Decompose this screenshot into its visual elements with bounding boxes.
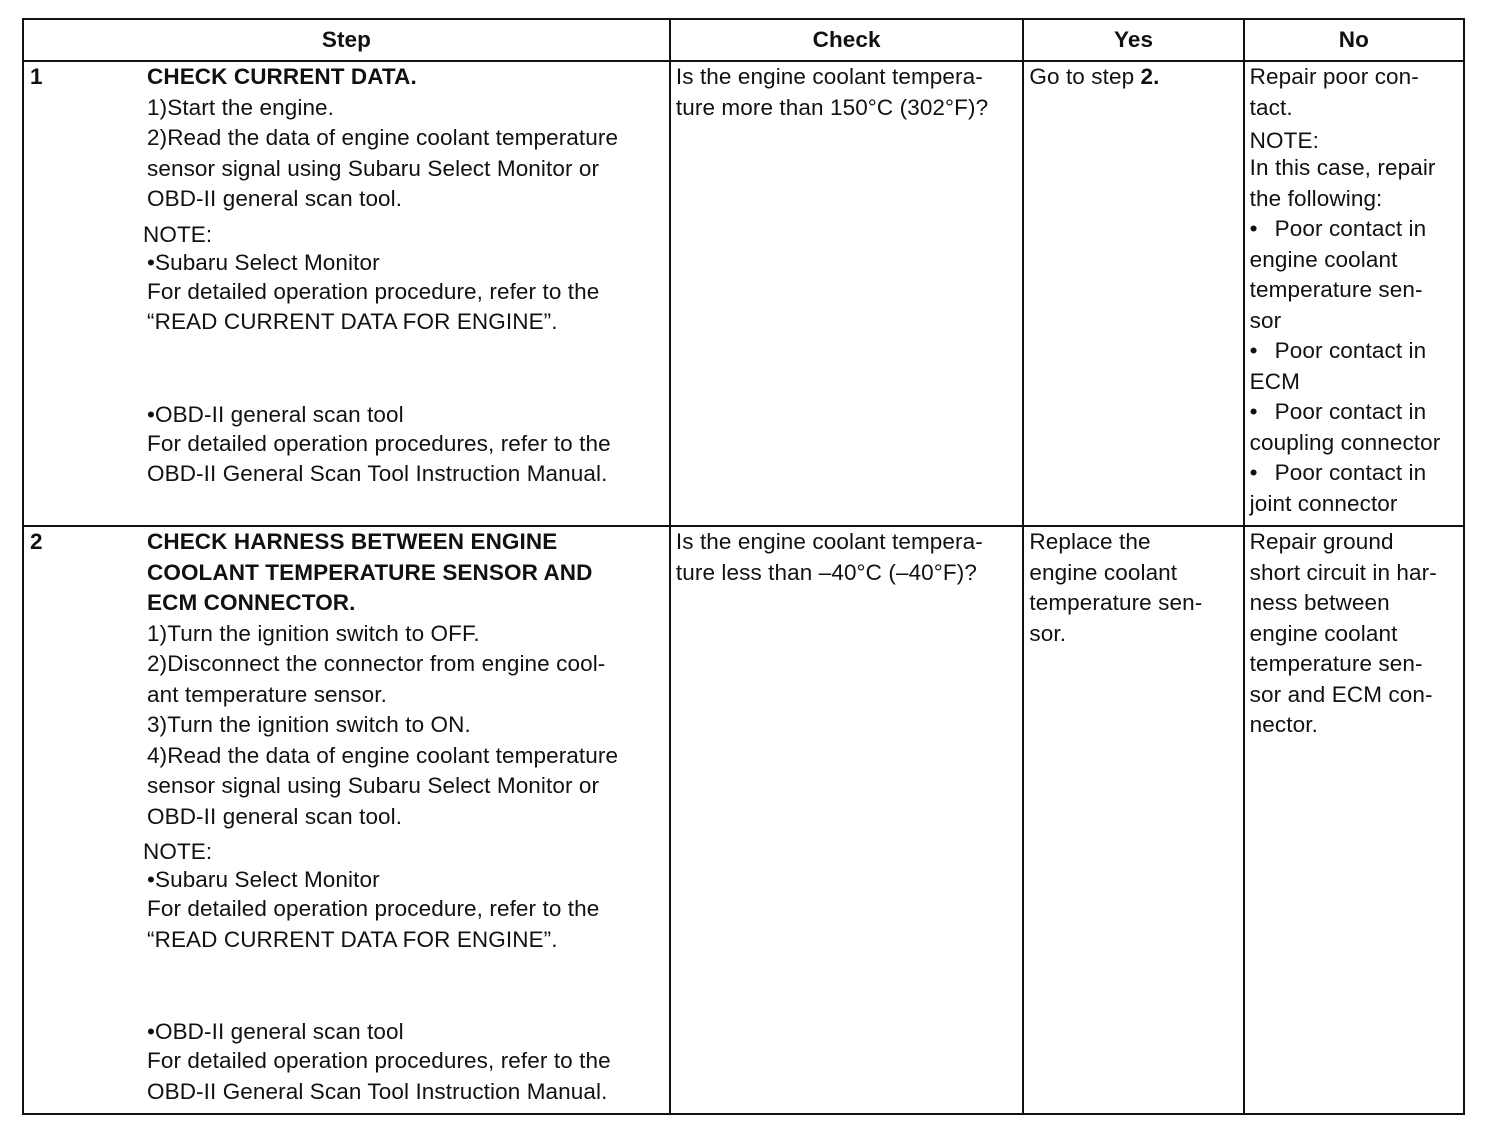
no-bullet-text: Poor contact in xyxy=(1274,338,1427,363)
no-bullet-text: temperature sen- xyxy=(1249,277,1423,302)
yes-cell-2 xyxy=(1023,526,1243,1114)
note-obd-title: •OBD-II general scan tool xyxy=(147,401,404,427)
step-title: CHECK HARNESS BETWEEN ENGINE xyxy=(147,529,558,554)
note-ssm-text: For detailed operation procedure, refer to the xyxy=(147,896,600,921)
yes-line: engine coolant xyxy=(1029,559,1178,585)
instruction-line: sensor signal using Subaru Select Monitor or xyxy=(147,155,600,181)
yes-cell-1 xyxy=(1023,61,1243,526)
check-cell-1 xyxy=(670,61,1023,526)
check-line: ture more than 150°C (302°F)? xyxy=(675,94,989,120)
diagnostic-table xyxy=(22,18,1465,1115)
check-line: Is the engine coolant tempera- xyxy=(675,529,983,554)
bullet-glyph: • xyxy=(1249,399,1258,424)
no-bullet-item xyxy=(1250,458,1460,489)
no-cell-1 xyxy=(1244,61,1464,526)
step-cell-1 xyxy=(23,61,670,526)
bullet-glyph: • xyxy=(1249,460,1258,485)
note-ssm-title: •Subaru Select Monitor xyxy=(147,249,380,275)
note-obd-text: OBD-II General Scan Tool Instruction Manual. xyxy=(147,461,608,486)
instruction-line: 4)Read the data of engine coolant temperature xyxy=(147,742,619,768)
no-bullet-text: joint connector xyxy=(1249,490,1398,516)
no-bullet-item xyxy=(1250,397,1460,428)
no-bullet-text: ECM xyxy=(1249,368,1300,394)
header-check: Check xyxy=(670,19,1023,61)
no-line: temperature sen- xyxy=(1249,651,1423,676)
instruction-line: 2)Disconnect the connector from engine cool- xyxy=(147,651,606,676)
bullet-glyph: • xyxy=(1249,338,1258,363)
instruction-line: 2)Read the data of engine coolant temperature xyxy=(147,125,619,150)
note-ssm-title: •Subaru Select Monitor xyxy=(147,867,380,892)
instruction-line: 3)Turn the ignition switch to ON. xyxy=(147,712,471,737)
step-title: CHECK CURRENT DATA. xyxy=(147,64,417,89)
table-row-step-1 xyxy=(23,61,1464,526)
no-bullet-text: Poor contact in xyxy=(1274,460,1427,485)
step-title: ECM CONNECTOR. xyxy=(147,590,356,615)
no-bullet-text: engine coolant xyxy=(1249,246,1398,272)
no-note-line: the following: xyxy=(1249,185,1383,211)
yes-line: temperature sen- xyxy=(1029,590,1203,615)
step-title: COOLANT TEMPERATURE SENSOR AND xyxy=(147,559,593,585)
no-bullet-text: coupling connector xyxy=(1249,429,1441,455)
no-line: Repair poor con- xyxy=(1249,64,1419,89)
no-bullet-text: Poor contact in xyxy=(1274,216,1427,241)
instruction-line: OBD-II general scan tool. xyxy=(147,803,403,829)
yes-action xyxy=(1029,62,1239,93)
no-line: nector. xyxy=(1249,712,1318,737)
no-line: Repair ground xyxy=(1249,529,1394,554)
table-row-step-2 xyxy=(23,526,1464,1114)
no-bullet-item xyxy=(1250,336,1460,367)
instruction-line: 1)Turn the ignition switch to OFF. xyxy=(147,620,480,646)
note-ssm-text: For detailed operation procedure, refer to the xyxy=(147,278,600,304)
no-bullet-text: sor xyxy=(1249,307,1282,333)
step-cell-2 xyxy=(23,526,670,1114)
header-row xyxy=(23,19,1464,61)
instruction-line: 1)Start the engine. xyxy=(147,94,335,120)
note-obd-text: For detailed operation procedures, refer to the xyxy=(147,1048,611,1073)
instruction-line: ant temperature sensor. xyxy=(147,681,387,707)
header-yes: Yes xyxy=(1023,19,1243,61)
yes-prefix: Go to step xyxy=(1029,64,1141,89)
yes-line: Replace the xyxy=(1029,529,1151,554)
no-cell-2 xyxy=(1244,526,1464,1114)
bullet-glyph: • xyxy=(1249,216,1258,241)
yes-step-ref: 2. xyxy=(1140,64,1160,89)
note-label: NOTE: xyxy=(143,221,213,247)
note-obd-text: For detailed operation procedures, refer to the xyxy=(147,430,611,456)
instruction-line: sensor signal using Subaru Select Monitor or xyxy=(147,773,600,798)
step-number: 1 xyxy=(30,64,43,89)
note-label: NOTE: xyxy=(143,839,213,864)
no-line: sor and ECM con- xyxy=(1249,681,1433,707)
check-line: ture less than –40°C (–40°F)? xyxy=(675,559,977,585)
check-cell-2 xyxy=(670,526,1023,1114)
no-note-line: In this case, repair xyxy=(1249,155,1436,180)
note-obd-text: OBD-II General Scan Tool Instruction Manual. xyxy=(147,1078,608,1104)
no-line: engine coolant xyxy=(1249,620,1398,646)
no-line: ness between xyxy=(1249,590,1390,615)
no-bullet-item xyxy=(1250,214,1460,245)
header-step: Step xyxy=(23,19,670,61)
check-line: Is the engine coolant tempera- xyxy=(675,64,983,89)
note-obd-title: •OBD-II general scan tool xyxy=(147,1019,404,1044)
instruction-line: OBD-II general scan tool. xyxy=(147,186,403,211)
step-number: 2 xyxy=(30,529,43,554)
yes-line: sor. xyxy=(1029,620,1067,646)
note-ssm-text: “READ CURRENT DATA FOR ENGINE”. xyxy=(147,309,558,334)
note-ssm-text: “READ CURRENT DATA FOR ENGINE”. xyxy=(147,926,558,952)
no-note-label: NOTE: xyxy=(1249,128,1319,153)
no-bullet-text: Poor contact in xyxy=(1274,399,1427,424)
no-line: short circuit in har- xyxy=(1249,559,1437,585)
header-no: No xyxy=(1244,19,1464,61)
no-line: tact. xyxy=(1249,94,1293,120)
